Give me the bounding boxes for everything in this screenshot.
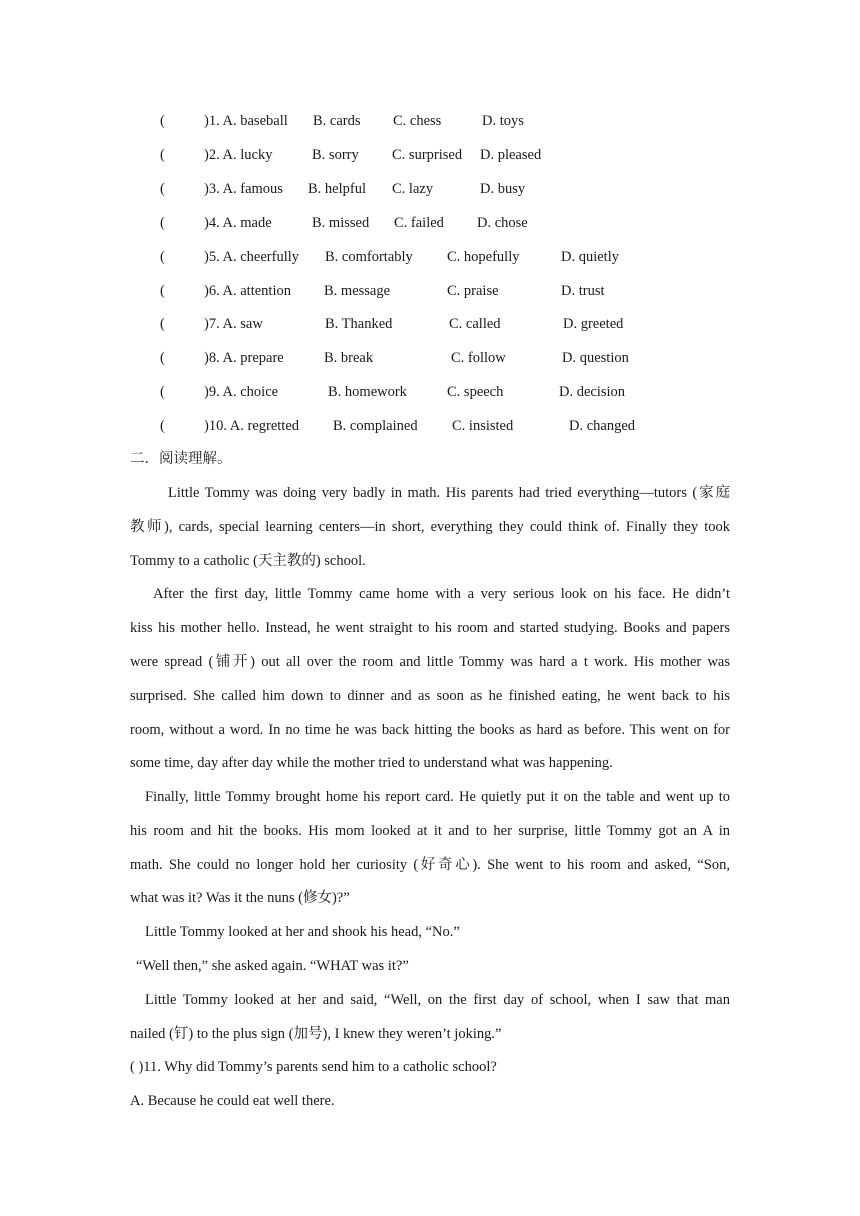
passage-line: Tommy to a catholic (天主教的) school.: [130, 553, 366, 569]
option-b: B. homework: [328, 384, 407, 400]
option-c: C. follow: [451, 350, 506, 366]
option-c: C. failed: [394, 215, 444, 231]
question-stem: ( )11. Why did Tommy’s parents send him to a catholic school?: [130, 1059, 497, 1075]
option-d: D. chose: [477, 215, 528, 231]
passage-line: his room and hit the books. His mom looked at it and to her surprise, little Tommy got an A in: [130, 823, 730, 839]
answer-blank: (: [160, 181, 165, 197]
passage-line: nailed (钉) to the plus sign (加号), I knew they weren’t joking.”: [130, 1026, 502, 1042]
option-b: B. complained: [333, 418, 418, 434]
option-c: C. called: [449, 316, 501, 332]
option-c: C. hopefully: [447, 249, 520, 265]
option-b: B. break: [324, 350, 374, 366]
answer-blank: (: [160, 350, 165, 366]
option-a: )4. A. made: [204, 215, 272, 231]
option-b: B. cards: [313, 113, 361, 129]
option-a: )6. A. attention: [204, 283, 291, 299]
option-c: C. speech: [447, 384, 504, 400]
option-b: B. Thanked: [325, 316, 393, 332]
option-d: D. changed: [569, 418, 636, 434]
option-a: )8. A. prepare: [204, 350, 284, 366]
passage-line: Little Tommy looked at her and said, “Well, on the first day of school, when I saw that man: [145, 992, 730, 1008]
option-a: )5. A. cheerfully: [204, 249, 300, 265]
option-b: B. comfortably: [325, 249, 413, 265]
passage-line: room, without a word. In no time he was back hitting the books as hard as before. This went on for: [130, 722, 730, 738]
answer-blank: (: [160, 418, 165, 434]
option-c: C. chess: [393, 113, 442, 129]
option-d: D. greeted: [563, 316, 624, 332]
option-b: B. missed: [312, 215, 370, 231]
option-a: )3. A. famous: [204, 181, 283, 197]
option-a: )7. A. saw: [204, 316, 263, 332]
passage-line: Little Tommy looked at her and shook his head, “No.”: [145, 924, 460, 940]
option-a: )2. A. lucky: [204, 147, 273, 163]
option-b: B. helpful: [308, 181, 366, 197]
answer-blank: (: [160, 283, 165, 299]
option-a: )10. A. regretted: [204, 418, 300, 434]
option-d: D. toys: [482, 113, 524, 129]
option-d: D. trust: [561, 283, 605, 299]
answer-blank: (: [160, 113, 165, 129]
option-d: D. decision: [559, 384, 626, 400]
option-c: C. surprised: [392, 147, 463, 163]
option-b: B. sorry: [312, 147, 359, 163]
section-heading: 二．阅读理解。: [130, 451, 232, 467]
passage-line: “Well then,” she asked again. “WHAT was it?”: [136, 958, 409, 974]
option-a: )9. A. choice: [204, 384, 279, 400]
option-a: )1. A. baseball: [204, 113, 288, 129]
passage-line: kiss his mother hello. Instead, he went straight to his room and started studying. Books and papers: [130, 620, 730, 636]
answer-blank: (: [160, 249, 165, 265]
passage-line: some time, day after day while the mother tried to understand what was happening.: [130, 755, 613, 771]
answer-blank: (: [160, 215, 165, 231]
option-c: C. lazy: [392, 181, 434, 197]
option-c: C. praise: [447, 283, 499, 299]
passage-line: After the first day, little Tommy came home with a very serious look on his face. He didn’t: [153, 586, 730, 602]
answer-blank: (: [160, 316, 165, 332]
passage-line: math. She could no longer hold her curiosity (好奇心). She went to his room and asked, “Son,: [130, 857, 730, 873]
option-d: D. quietly: [561, 249, 619, 265]
passage-line: surprised. She called him down to dinner and as soon as he finished eating, he went back to his: [130, 688, 730, 704]
answer-blank: (: [160, 384, 165, 400]
passage-line: what was it? Was it the nuns (修女)?”: [130, 890, 350, 906]
option-b: B. message: [324, 283, 391, 299]
passage-line: Little Tommy was doing very badly in math. His parents had tried everything—tutors (家庭: [168, 485, 730, 501]
answer-blank: (: [160, 147, 165, 163]
passage-line: were spread (铺开) out all over the room and little Tommy was hard a t work. His mother was: [130, 654, 730, 670]
option-c: C. insisted: [452, 418, 514, 434]
option-d: D. pleased: [480, 147, 542, 163]
option-d: D. question: [562, 350, 629, 366]
passage-line: 教师), cards, special learning centers—in short, everything they could think of. Finally they took: [130, 519, 730, 535]
passage-line: Finally, little Tommy brought home his report card. He quietly put it on the table and went up to: [145, 789, 730, 805]
question-option-a: A. Because he could eat well there.: [130, 1093, 335, 1109]
option-d: D. busy: [480, 181, 526, 197]
